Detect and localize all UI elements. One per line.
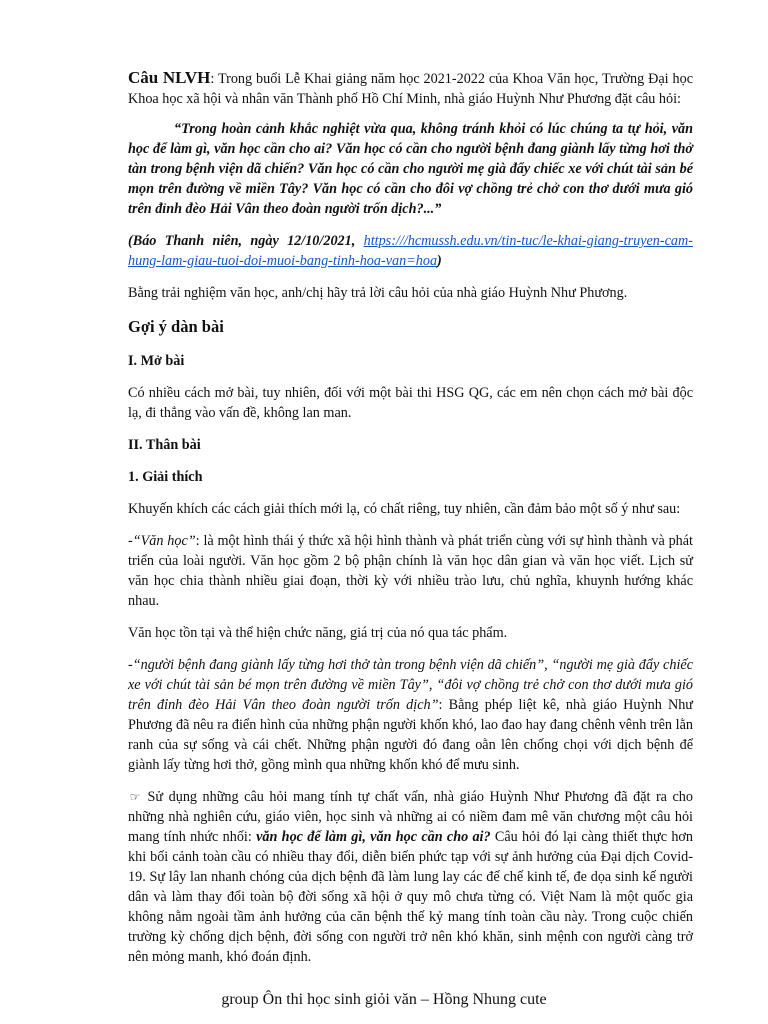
question-intro [128, 68, 693, 109]
section-heading-mo-bai: I. Mở bài [128, 353, 185, 369]
rhetorical-question-bold: văn học để làm gì, văn học cần cho ai? [256, 829, 491, 845]
rhetorical-text-a: Sử dụng những câu hỏi mang tính tự chất vấn, nhà giáo Huỳnh Như Phương đã đặt ra cho những nhà nghiên cứu, giáo viên, học sinh và những ai có niềm đam mê văn chương một câu hỏi mang tính nhức nhối: [128, 789, 693, 845]
examples-terms: “người bệnh đang giành lấy từng hơi thở tàn trong bệnh viện dã chiến”, “người mẹ già đẩy chiếc xe với chút tài sản bé mọn trên đường về miền Tây”, “đôi vợ chồng trẻ chở con thơ dưới mưa gió trên đỉnh đèo Hải Vân theo đoàn người trốn dịch” [128, 657, 693, 713]
examples-text: : Bằng phép liệt kê, nhà giáo Huỳnh Như Phương đã nêu ra điển hình của những phận người khốn khó, lao đao hay đang chênh vênh trên lằn ranh của sự sống và cái chết. Những phận người đó đang oằn lên chống chọi với dịch bệnh để giành lấy từng hơi thở, gồng mình qua những khốn khó để mưu sinh. [128, 697, 694, 773]
page-footer: group Ôn thi học sinh giỏi văn – Hồng Nhung cute [221, 991, 547, 1008]
source-prefix: (Báo Thanh niên, ngày 12/10/2021, [128, 233, 364, 249]
source-citation [128, 231, 693, 271]
dash-prefix: - [128, 533, 133, 549]
source-link[interactable]: https:///hcmussh.edu.vn/tin-tuc/le-khai-giang-truyen-cam-hung-lam-giau-tuoi-doi-muoi-bang-tinh-hoa-van=hoa [128, 233, 693, 269]
question-intro-text: : Trong buổi Lễ Khai giảng năm học 2021-2022 của Khoa Văn học, Trường Đại học Khoa học xã hội và nhân văn Thành phố Hồ Chí Minh, nhà giáo Huỳnh Như Phương đặt câu hỏi: [128, 71, 693, 107]
section-heading-than-bai: II. Thân bài [128, 437, 201, 453]
document-body [128, 68, 693, 975]
examples-paragraph [128, 655, 693, 775]
task-prompt: Bằng trải nghiệm văn học, anh/chị hãy trả lời câu hỏi của nhà giáo Huỳnh Như Phương. [128, 285, 628, 301]
dash-prefix: - [128, 657, 133, 673]
van-hoc-term: “Văn học” [132, 533, 196, 549]
van-hoc-definition-paragraph [128, 531, 693, 611]
outline-heading: Gợi ý dàn bài [128, 317, 224, 336]
rhetorical-question-paragraph [128, 787, 693, 967]
van-hoc-existence-paragraph: Văn học tồn tại và thể hiện chức năng, giá trị của nó qua tác phẩm. [128, 625, 508, 641]
quote-block: “Trong hoàn cảnh khắc nghiệt vừa qua, không tránh khỏi có lúc chúng ta tự hỏi, văn học để làm gì, văn học cần cho ai? Văn học có cần cho người bệnh đang giành lấy từng hơi thở tàn trong bệnh viện dã chiến? Văn học có cần cho người mẹ già đẩy chiếc xe với chút tài sản bé mọn trên đường về miền Tây? Văn học có cần cho đôi vợ chồng trẻ chở con thơ dưới mưa gió trên đỉnh đèo Hải Vân theo đoàn người trốn dịch?...” [128, 121, 693, 217]
source-suffix: ) [437, 253, 442, 269]
van-hoc-definition-text: : là một hình thái ý thức xã hội hình thành và phát triển cùng với sự hình thành và phát triển của loài người. Văn học gồm 2 bộ phận chính là văn học dân gian và văn học viết. Lịch sử văn học chia thành nhiều giai đoạn, thời kỳ với nhiều trào lưu, chủ nghĩa, khuynh hướng khác nhau. [128, 533, 693, 609]
mo-bai-paragraph: Có nhiều cách mở bài, tuy nhiên, đối với một bài thi HSG QG, các em nên chọn cách mở bài độc lạ, đi thẳng vào vấn đề, không lan man. [128, 385, 693, 421]
subsection-heading-giai-thich: 1. Giải thích [128, 469, 203, 485]
question-label: Câu NLVH [128, 68, 211, 87]
giai-thich-intro-paragraph: Khuyến khích các cách giải thích mới lạ, có chất riêng, tuy nhiên, cần đảm bảo một số ý như sau: [128, 501, 681, 517]
pointing-hand-icon: ☞ [129, 790, 141, 804]
rhetorical-text-b: Câu hỏi đó lại càng thiết thực hơn khi bối cảnh toàn cầu có nhiều thay đổi, diễn biến phức tạp với sự ảnh hưởng của Đại dịch Covid-19. Sự lây lan nhanh chóng của dịch bệnh đã làm lung lay các đế chế kinh tế, đe dọa sinh kế người dân và làm thay đổi toàn bộ đời sống xã hội ở quy mô chưa từng có. Việt Nam là một quốc gia không nằm ngoài tầm ảnh hưởng của căn bệnh thế kỷ mang tính toàn cầu này. Trong cuộc chiến trường kỳ chống dịch bệnh, đời sống con người trở nên khó khăn, sinh mệnh con người càng trở nên mỏng manh, khó đoán định. [128, 829, 694, 965]
